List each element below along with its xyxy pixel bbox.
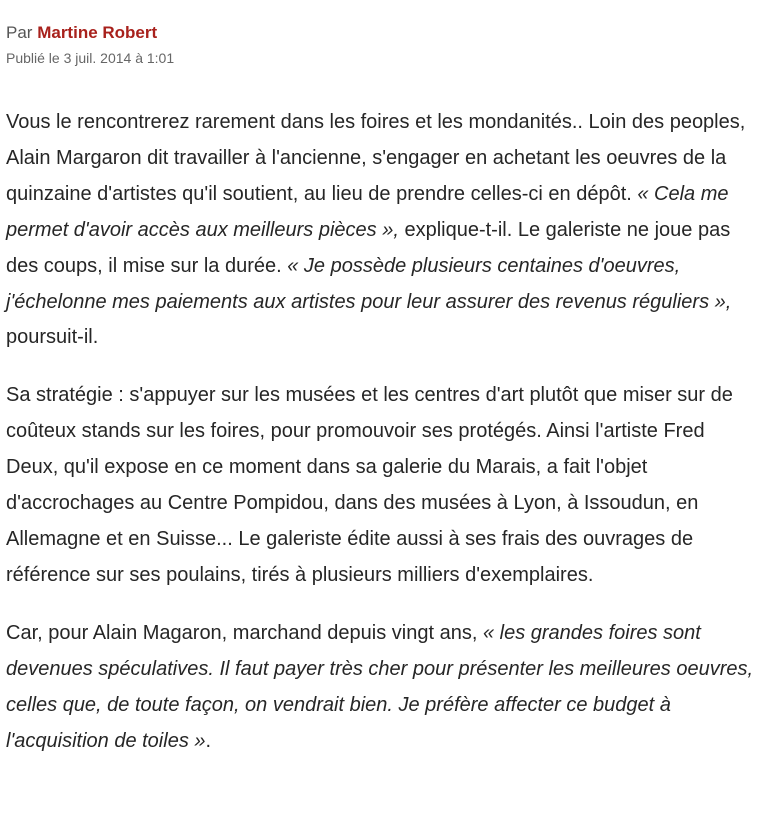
article-body xyxy=(6,105,762,759)
byline xyxy=(6,22,762,44)
paragraph xyxy=(6,616,762,760)
paragraph-text: explique-t-il. Le galeriste ne joue pas des coups, il mise sur la durée. xyxy=(6,218,731,277)
paragraph-text: . xyxy=(205,729,212,752)
paragraph-text: poursuit-il. xyxy=(6,326,99,349)
article xyxy=(0,22,768,759)
byline-prefix: Par xyxy=(6,23,33,42)
quote-text: « Cela me permet d'avoir accès aux meilleurs pièces », xyxy=(6,182,729,241)
paragraph-text: Vous le rencontrerez rarement dans les foires et les mondanités.. Loin des peoples, Alain Margaron dit travailler à l'ancienne, s'engager en achetant les oeuvres de la quinzaine d'artistes qu'il soutient, au lieu de prendre celles-ci en dépôt. xyxy=(6,111,746,205)
quote-text: « Je possède plusieurs centaines d'oeuvres, j'échelonne mes paiements aux artistes pour leur assurer des revenus réguliers », xyxy=(6,254,732,313)
quote-text: « les grandes foires sont devenues spéculatives. Il faut payer très cher pour présenter les meilleures oeuvres, celles que, de toute façon, on vendrait bien. Je préfère affecter ce budget à l'acquisition de toiles » xyxy=(6,621,754,752)
author-link[interactable]: Martine Robert xyxy=(37,23,158,42)
paragraph-text: Sa stratégie : s'appuyer sur les musées et les centres d'art plutôt que miser sur de coûteux stands sur les foires, pour promouvoir ses protégés. Ainsi l'artiste Fred Deux, qu'il expose en ce moment dans sa galerie du Marais, a fait l'objet d'accrochages au Centre Pompidou, dans des musées à Lyon, à Issoudun, en Allemagne et en Suisse... Le galeriste édite aussi à ses frais des ouvrages de référence sur ses poulains, tirés à plusieurs milliers d'exemplaires. xyxy=(6,384,733,586)
publish-date: Publié le 3 juil. 2014 à 1:01 xyxy=(6,50,175,66)
paragraph-text: Car, pour Alain Magaron, marchand depuis vingt ans, xyxy=(6,621,483,644)
paragraph xyxy=(6,105,762,356)
paragraph xyxy=(6,378,762,593)
